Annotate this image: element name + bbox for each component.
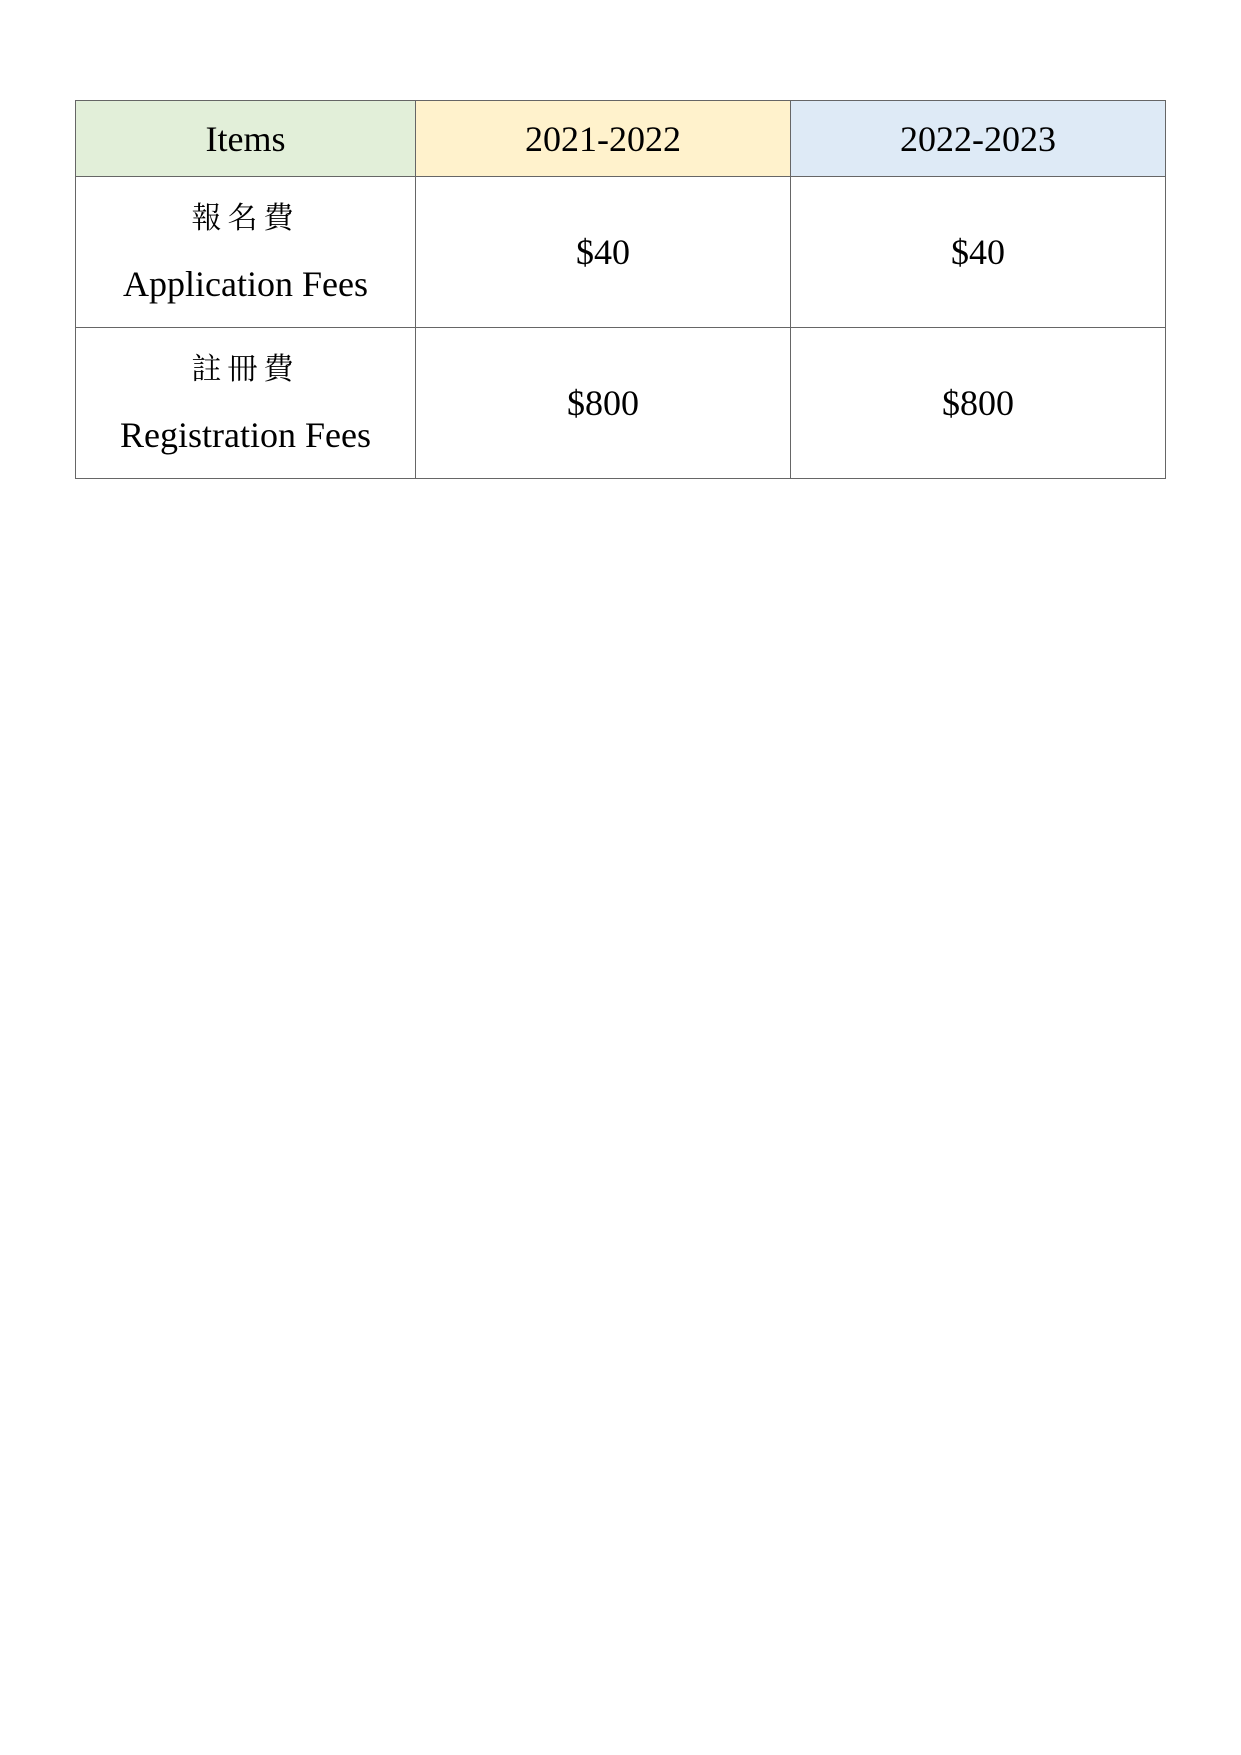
item-cell <box>76 177 416 328</box>
value-cell: $800 <box>416 328 791 479</box>
header-year-2021-2022: 2021-2022 <box>416 101 791 177</box>
header-items: Items <box>76 101 416 177</box>
fee-table <box>75 100 1166 479</box>
item-name-zh: 註冊費 <box>191 352 300 387</box>
item-name-zh: 報名費 <box>191 201 300 236</box>
table-header-row <box>76 101 1166 177</box>
value-cell: $40 <box>791 177 1166 328</box>
value-cell: $40 <box>416 177 791 328</box>
item-name-en: Application Fees <box>123 264 368 304</box>
table-row <box>76 177 1166 328</box>
header-year-2022-2023: 2022-2023 <box>791 101 1166 177</box>
value-cell: $800 <box>791 328 1166 479</box>
item-cell <box>76 328 416 479</box>
table-row <box>76 328 1166 479</box>
item-name-en: Registration Fees <box>120 415 371 455</box>
